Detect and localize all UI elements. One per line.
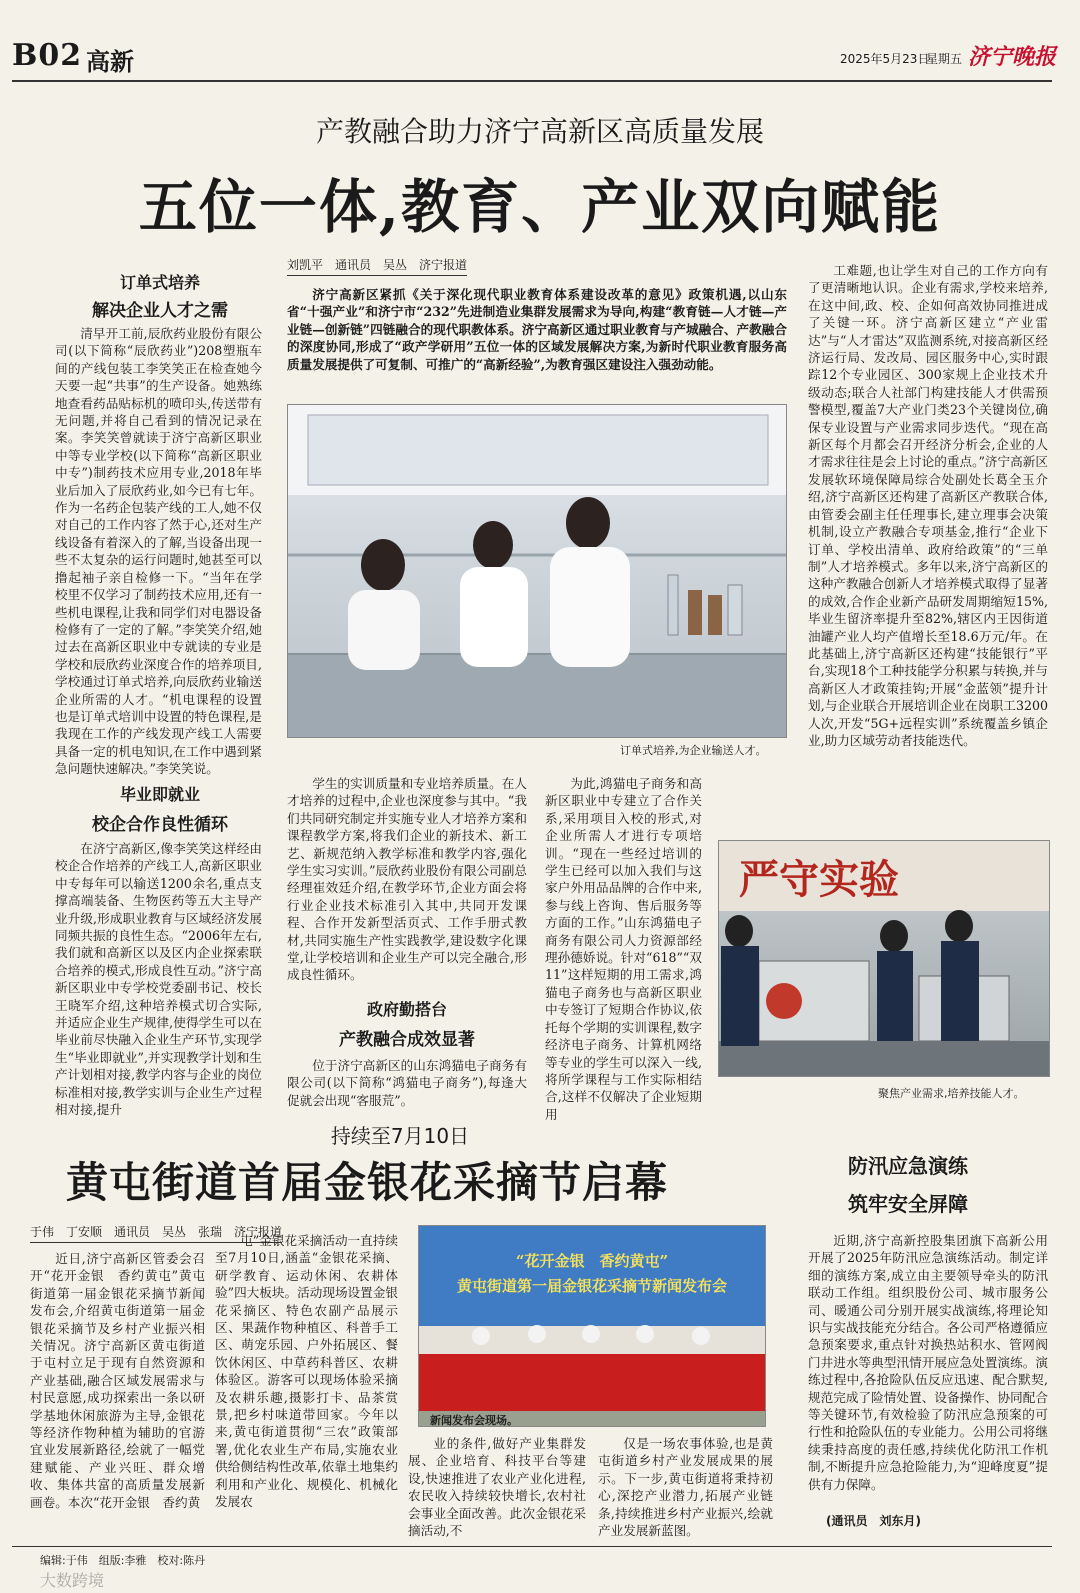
article1-byline: 刘凯平 通讯员 吴丛 济宁报道 xyxy=(287,256,467,276)
article1-col4: 工难题,也让学生对自己的工作方向有了更清晰地认识。企业有需求,学校来培养,在这中间,政、校、企如何高效协同推进成了关键一环。济宁高新区建立“产业雷达”与“人才雷达”双监测系统,对接高新区经济运行局、发改局、园区服务中心,实时跟踪12个专业园区、300家规上企业技术升级动态;联合人社部门构建技能人才供需预警模型,覆盖7大产业门类23个关键岗位,确保专业设置与产业需求同步迭代。“现在高新区每个月都会召开经济分析会,企业的人才需求往往是会上讨论的重点。”济宁高新区发展软环境保障局综合处副处长葛全玉介绍,济宁高新区还构建了高新区产教联合体,由管委会副主任任理事长,建立理事会决策机制,设立产教融合专项基金,推行“企业下订单、学校出清单、政府给政策”的“三单制”人才培养模式。多年以来,济宁高新区的这种产教融合创新人才培养模式取得了显著的成效,合作企业新产品研发周期缩短15%,毕业生留济率提升至82%,辖区内王因街道油罐产业人均产值增长至18.6万元/年。在此基础上,济宁高新区还构建“技能银行”平台,实现18个工种技能学分积累与转换,并与高新区人才政策挂钩;开展“金蓝领”提升计划,与企业联合开展培训企业在岗职工3200人次,开发“5G+远程实训”系统覆盖乡镇企业,助力区域劳动者技能迭代。 xyxy=(808,263,1048,748)
header-rule xyxy=(12,80,1052,82)
sec2-subtitle: 校企合作良性循环 xyxy=(92,815,228,835)
press-banner-line1: “花开金银 香约黄屯” xyxy=(515,1252,669,1270)
sec1-title: 订单式培养 xyxy=(119,273,200,292)
issue-date: 2025年5月23日 xyxy=(840,52,930,66)
article3-title1: 防汛应急演练 xyxy=(848,1154,968,1178)
article2-byline: 于伟 丁安顺 通讯员 吴丛 张瑞 济宁报道 xyxy=(30,1223,282,1243)
article2-headline: 黄屯街道首届金银花采摘节启幕 xyxy=(66,1158,669,1207)
sec3-subtitle: 产教融合成效显著 xyxy=(339,1030,475,1050)
article1-col2-bottom: 位于济宁高新区的山东鸿猫电子商务有限公司(以下简称“鸿猫电子商务”),每逢大促就会出现“客服荒”。 xyxy=(287,1058,527,1108)
sec3-title: 政府勤搭台 xyxy=(366,1000,447,1019)
article1-lead: 济宁高新区紧抓《关于深化现代职业教育体系建设改革的意见》政策机遇,以山东省“十强产业”和济宁市“232”先进制造业集群发展需求为导向,构建“教育链—人才链—产业链—创新链”四链融合的现代职教体系。济宁高新区通过职业教育与产城融合、产教融合的深度协同,形成了“政产学研用”五位一体的区域发展解决方案,为新时代职业教育服务高质量发展提供了可复制、可推广的“高新经验”,为教育强区建设注入强劲动能。 xyxy=(287,287,787,372)
article1-col2: 学生的实训质量和专业培养质量。在人才培养的过程中,企业也深度参与其中。“我们共同研究制定并实施专业人才培养方案和课程教学方案,将我们企业的新技术、新工艺、新规范纳入教学标准和教学内容,强化学生实习实训。”辰欣药业股份有限公司副总经理崔效廷介绍,在教学环节,企业方面会将行业企业技术标准引入其中,共同开发课程、合作开发新型活页式、工作手册式教材,共同实施生产性实践教学,建设数字化课堂,让学校培训和企业生产可以完全融合,形成良性循环。 xyxy=(287,776,527,983)
sec1-subtitle: 解决企业人才之需 xyxy=(92,301,228,321)
article1-kicker: 产教融合助力济宁高新区高质量发展 xyxy=(315,115,764,148)
article2-col1: 近日,济宁高新区管委会召开“花开金银 香约黄屯”黄屯街道第一届金银花采摘节新闻发布会,介绍黄屯街道第一届金银花采摘节及乡村产业振兴相关情况。济宁高新区黄屯街道于屯村立足于现有自然资源和产业基础,融合区域发展需求与村民意愿,成功探索出一条以研学基地休闲旅游为主导,金银花等经济作物种植为辅助的官游宜业发展新路径,绘就了一幅党建赋能、产业兴旺、群众增收、集体共富的高质量发展新画卷。本次“花开金银 香约黄 xyxy=(30,1251,205,1510)
lab-photo xyxy=(287,404,787,738)
workshop-photo xyxy=(718,840,1050,1077)
section-name: 高新 xyxy=(86,47,134,76)
article1-col3: 为此,鸿猫电子商务和高新区职业中专建立了合作关系,采用项目入校的形式,对企业所需人才进行专项培训。“现在一些经过培训的学生已经可以加入我们与这家户外用品品牌的合作中来,参与线上咨询、售后服务等方面的工作。”山东鸿猫电子商务有限公司人力资源部经理孙德娇说。针对“618”“双11”这样短期的用工需求,鸿猫电子商务也与高新区职业中专签订了短期合作协议,依托每个学期的实训课程,数字经济电子商务、计算机网络等专业的学生可以深入一线,将所学课程与工作实际相结合,这样不仅解决了企业短期用 xyxy=(545,776,702,1122)
sec2-title: 毕业即就业 xyxy=(119,785,200,804)
article2-col4: 仅是一场农事体验,也是黄屯街道乡村产业发展成果的展示。下一步,黄屯街道将秉持初心,深挖产业潜力,拓展产业链条,持续推进乡村产业振兴,绘就产业发展新蓝图。 xyxy=(598,1436,773,1539)
newspaper-logo: 济宁晚报 xyxy=(968,44,1057,70)
lab-photo-caption: 订单式培养,为企业输送人才。 xyxy=(620,744,767,757)
article2-col2: 屯”金银花采摘活动一直持续至7月10日,涵盖“金银花采摘、研学教育、运动休闲、农耕体验”四大板块。活动现场设置金银花采摘区、特色农副产品展示区、果蔬作物种植区、科普手工区、萌宠乐园、户外拓展区、餐饮休闲区、中草药科普区、农耕体验区。游客可以现场体验采摘及农耕乐趣,摄影打卡、品茶赏景,把乡村味道带回家。今年以来,黄屯街道贯彻“三农”政策部署,优化农业生产布局,实施农业供给侧结构性改革,依靠土地集约利用和产业化、规模化、机械化发展农 xyxy=(215,1233,398,1510)
issue-weekday: 星期五 xyxy=(926,52,963,66)
article3-body: 近期,济宁高新控股集团旗下高新公用开展了2025年防汛应急演练活动。制定详细的演练方案,成立由主要领导牵头的防汛联动工作组。组织股份公司、城市服务公司、暖通公司分别开展实战演练,将理论知识与实战技能充分结合。各公司严格遵循应急预案要求,重点针对换热站积水、管网阀门井进水等典型汛情开展应急处置演练。演练过程中,各抢险队伍反应迅速、配合默契,规范完成了险情处置、设备操作、协同配合等关键环节,有效检验了防汛应急预案的可行性和抢险队伍的专业能力。公用公司将继续秉持高度的责任感,持续优化防汛工作机制,不断提升应急抢险能力,为“迎峰度夏”提供有力保障。 xyxy=(808,1233,1048,1492)
press-conference-photo xyxy=(418,1225,766,1427)
article2-kicker: 持续至7月10日 xyxy=(330,1124,470,1148)
article3-byline: (通讯员 刘东月) xyxy=(826,1514,921,1528)
page-number: B02 xyxy=(12,38,83,73)
press-photo-caption: 新闻发布会现场。 xyxy=(430,1414,518,1427)
press-banner-line2: 黄屯街道第一届金银花采摘节新闻发布会 xyxy=(456,1277,728,1295)
workshop-banner-text: 严守实验 xyxy=(739,856,899,903)
footer-rule xyxy=(12,1546,1052,1547)
workshop-photo-caption: 聚焦产业需求,培养技能人才。 xyxy=(878,1087,1025,1100)
article2-col3: 业的条件,做好产业集群发展、企业培育、科技平台等建设,快速推进了农业产业化进程,农民收入持续较快增长,农村社会事业全面改善。此次金银花采摘活动,不 xyxy=(408,1436,586,1539)
footer-editors: 编辑:于伟 组版:李雅 校对:陈丹 xyxy=(40,1554,206,1567)
article1-headline: 五位一体,教育、产业双向赋能 xyxy=(138,173,942,241)
watermark: 大数跨境 xyxy=(40,1571,105,1590)
article3-title2: 筑牢安全屏障 xyxy=(848,1192,968,1216)
article1-col1-top: 清早开工前,辰欣药业股份有限公司(以下简称“辰欣药业”)208塑瓶车间的产线包装工李笑笑正在检查她今天要一起“共事”的生产设备。她熟练地查看药品贴标机的喷印头,传送带有无问题,并将自己看到的情况记录在案。李笑笑曾就读于济宁高新区职业中等专业学校(以下简称“高新区职业中专”)制药技术应用专业,2018年毕业后加入了辰欣药业,如今已有七年。作为一名药企包装产线的工人,她不仅对自己的工作内容了然于心,还对生产线设备有着深入的了解,当设备出现一些不太复杂的运行问题时,她甚至可以撸起袖子亲自检修一下。“当年在学校里不仅学习了制药技术应用,还有一些机电课程,让我和同学们对电器设备检修有了一定的了解。”李笑笑介绍,她过去在高新区职业中专就读的专业是学校和辰欣药业深度合作的培养项目,学校通过订单式培养,向辰欣药业输送企业所需的人才。“机电课程的设置也是订单式培训中设置的特色课程,是我现在工作的产线发现产线工人需要具备一定的机电知识,在工作中遇到紧急问题快速解决。”李笑笑说。 xyxy=(55,326,262,777)
article1-col1-bottom: 在济宁高新区,像李笑笑这样经由校企合作培养的产线工人,高新区职业中专每年可以输送1200余名,重点支撑高端装备、生物医药等五大主导产业升级,形成职业教育与区域经济发展同频共振的良性生态。“2006年左右,我们就和高新区以及区内企业探索联合培养的模式,形成良性互动。”济宁高新区职业中专学校党委副书记、校长王晓军介绍,这种培养模式切合实际,并适应企业生产规律,使得学生可以在毕业前尽快融入企业生产环节,实现学生“毕业即就业”,并实现教学计划和生产计划相对接,教学内容与企业的岗位标准相对接,教学实训与企业生产过程相对接,提升 xyxy=(55,841,262,1118)
